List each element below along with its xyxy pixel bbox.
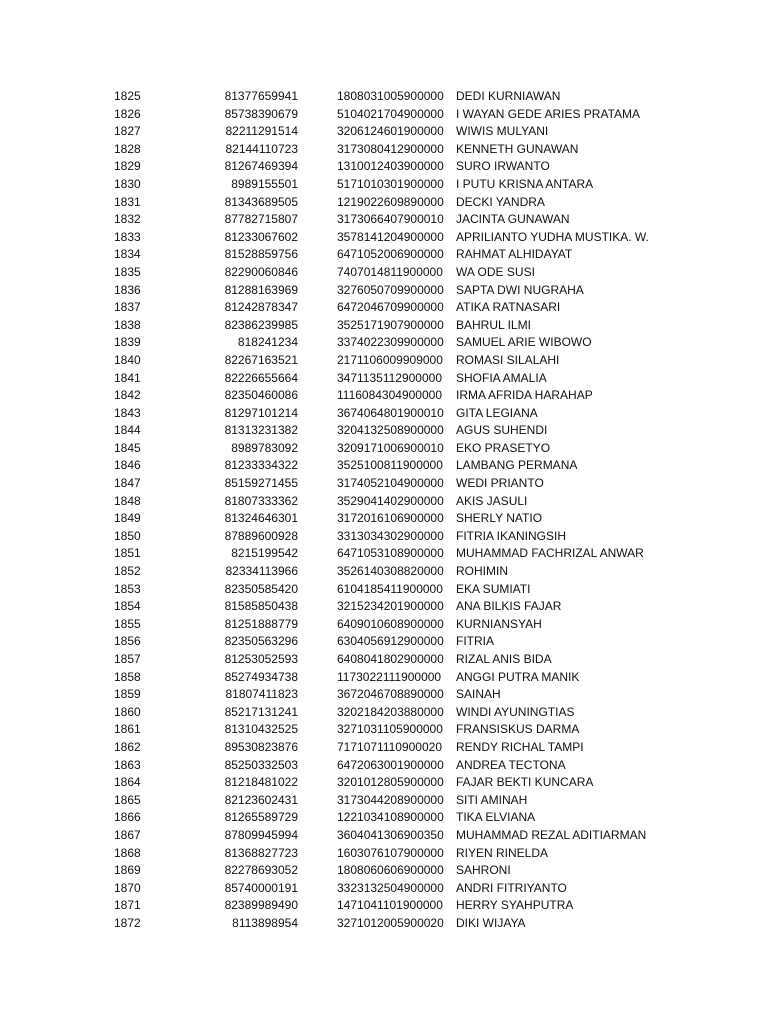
phone-number: 82211291514 xyxy=(225,124,298,139)
phone-number: 82350585420 xyxy=(224,581,298,596)
id-number: 3578141204900000 xyxy=(337,229,444,244)
table-row xyxy=(0,915,768,933)
phone-number: 85250332503 xyxy=(224,757,298,772)
row-number: 1859 xyxy=(114,687,141,702)
id-number: 1173022111900000 xyxy=(337,669,442,684)
phone-number: 81528859756 xyxy=(224,247,298,262)
id-number: 6409010608900000 xyxy=(337,616,444,631)
table-row xyxy=(0,651,768,669)
id-number: 6472063001900000 xyxy=(337,757,444,772)
person-name: SAPTA DWI NUGRAHA xyxy=(456,282,584,297)
phone-number: 85217131241 xyxy=(224,704,298,719)
row-number: 1860 xyxy=(114,704,141,719)
row-number: 1837 xyxy=(114,300,141,315)
id-number: 6471052006900000 xyxy=(337,247,444,262)
row-number: 1830 xyxy=(114,176,141,191)
person-name: KENNETH GUNAWAN xyxy=(456,141,579,156)
id-number: 5104021704900000 xyxy=(337,106,444,121)
id-number: 3674064801900010 xyxy=(337,405,444,420)
row-number: 1832 xyxy=(114,212,141,227)
id-number: 3173066407900010 xyxy=(337,212,444,227)
table-row xyxy=(0,598,768,616)
id-number: 3271031105900000 xyxy=(337,722,443,737)
row-number: 1853 xyxy=(114,581,141,596)
person-name: I PUTU KRISNA ANTARA xyxy=(456,176,594,191)
table-row xyxy=(0,704,768,722)
row-number: 1849 xyxy=(114,511,141,526)
person-name: LAMBANG PERMANA xyxy=(456,458,578,473)
row-number: 1850 xyxy=(114,528,141,543)
row-number: 1863 xyxy=(114,757,141,772)
row-number: 1864 xyxy=(114,775,141,790)
table-row xyxy=(0,616,768,634)
phone-number: 82350460086 xyxy=(224,388,298,403)
person-name: WIWIS MULYANI xyxy=(456,124,549,139)
row-number: 1831 xyxy=(114,194,141,209)
phone-number: 81313231382 xyxy=(224,423,298,438)
row-number: 1852 xyxy=(114,564,141,579)
row-number: 1843 xyxy=(114,405,141,420)
id-number: 7171071110900020 xyxy=(337,739,442,754)
person-name: IRMA AFRIDA HARAHAP xyxy=(456,388,593,403)
table-row xyxy=(0,194,768,212)
row-number: 1827 xyxy=(114,124,141,139)
person-name: SAINAH xyxy=(456,687,501,702)
table-row xyxy=(0,106,768,124)
person-name: DECKI YANDRA xyxy=(456,194,545,209)
phone-number: 85159271455 xyxy=(224,476,298,491)
row-number: 1865 xyxy=(114,792,141,807)
phone-number: 82278693052 xyxy=(224,863,298,878)
phone-number: 81368827723 xyxy=(224,845,298,860)
person-name: WINDI AYUNINGTIAS xyxy=(456,704,575,719)
table-row xyxy=(0,880,768,898)
table-row xyxy=(0,370,768,388)
phone-number: 82226655664 xyxy=(224,370,298,385)
id-number: 3206124601900000 xyxy=(337,124,444,139)
table-row xyxy=(0,774,768,792)
row-number: 1847 xyxy=(114,476,141,491)
table-row xyxy=(0,317,768,335)
phone-number: 82389989490 xyxy=(224,898,298,913)
row-number: 1825 xyxy=(114,89,141,103)
id-number: 3323132504900000 xyxy=(337,880,444,895)
id-number: 1310012403900000 xyxy=(337,159,444,174)
id-number: 1808060606900000 xyxy=(337,863,444,878)
table-row xyxy=(0,299,768,317)
table-row xyxy=(0,669,768,687)
id-number: 3276050709900000 xyxy=(337,282,444,297)
person-name: BAHRUL ILMI xyxy=(456,317,531,332)
id-number: 3271012005900020 xyxy=(337,915,444,930)
row-number: 1851 xyxy=(114,546,141,561)
table-row xyxy=(0,229,768,247)
person-name: SAHRONI xyxy=(456,863,511,878)
table-row xyxy=(0,422,768,440)
table-row xyxy=(0,862,768,880)
table-row xyxy=(0,809,768,827)
id-number: 3204132508900000 xyxy=(337,423,444,438)
person-name: GITA LEGIANA xyxy=(456,405,538,420)
row-number: 1835 xyxy=(114,264,141,279)
id-number: 3526140308820000 xyxy=(337,564,444,579)
person-name: EKA SUMIATI xyxy=(456,581,531,596)
person-name: DEDI KURNIAWAN xyxy=(456,89,561,103)
row-number: 1869 xyxy=(114,863,141,878)
table-row xyxy=(0,545,768,563)
table-row xyxy=(0,158,768,176)
phone-number: 81310432525 xyxy=(224,722,298,737)
row-number: 1834 xyxy=(114,247,141,262)
table-row xyxy=(0,827,768,845)
person-name: SHOFIA AMALIA xyxy=(456,370,547,385)
id-number: 5171010301900000 xyxy=(337,176,444,191)
table-row xyxy=(0,246,768,264)
id-number: 1221034108900000 xyxy=(337,810,444,825)
id-number: 6471053108900000 xyxy=(337,546,444,561)
id-number: 1603076107900000 xyxy=(337,845,444,860)
phone-number: 81251888779 xyxy=(224,616,298,631)
id-number: 6104185411900000 xyxy=(337,581,443,596)
phone-number: 81288163969 xyxy=(224,282,298,297)
table-row xyxy=(0,475,768,493)
row-number: 1854 xyxy=(114,599,141,614)
phone-number: 85740000191 xyxy=(224,880,298,895)
table-row xyxy=(0,581,768,599)
table-row xyxy=(0,493,768,511)
phone-number: 89530823876 xyxy=(224,739,298,754)
id-number: 1808031005900000 xyxy=(337,89,444,103)
person-name: MUHAMMAD REZAL ADITIARMAN xyxy=(456,827,647,842)
phone-number: 81267469394 xyxy=(224,159,298,174)
phone-number: 81242878347 xyxy=(224,300,298,315)
phone-number: 81233067602 xyxy=(224,229,298,244)
id-number: 3525100811900000 xyxy=(337,458,443,473)
phone-number: 8989783092 xyxy=(231,440,298,455)
row-number: 1838 xyxy=(114,317,141,332)
row-number: 1842 xyxy=(114,388,141,403)
phone-number: 87782715807 xyxy=(224,212,298,227)
phone-number: 85738390679 xyxy=(224,106,298,121)
phone-number: 82334113966 xyxy=(225,564,298,579)
id-number: 3173080412900000 xyxy=(337,141,444,156)
data-table xyxy=(0,88,768,933)
phone-number: 81585850438 xyxy=(224,599,298,614)
id-number: 3201012805900000 xyxy=(337,775,444,790)
table-row xyxy=(0,264,768,282)
phone-number: 81265589729 xyxy=(224,810,298,825)
id-number: 6304056912900000 xyxy=(337,634,444,649)
person-name: RENDY RICHAL TAMPI xyxy=(456,739,584,754)
id-number: 3202184203880000 xyxy=(337,704,444,719)
person-name: SHERLY NATIO xyxy=(456,511,543,526)
id-number: 3604041306900350 xyxy=(337,827,444,842)
id-number: 3374022309900000 xyxy=(337,335,444,350)
id-number: 2171106009909000 xyxy=(337,352,443,367)
row-number: 1828 xyxy=(114,141,141,156)
table-row xyxy=(0,211,768,229)
person-name: RAHMAT ALHIDAYAT xyxy=(456,247,573,262)
person-name: APRILIANTO YUDHA MUSTIKA. W. xyxy=(456,229,649,244)
row-number: 1856 xyxy=(114,634,141,649)
row-number: 1846 xyxy=(114,458,141,473)
id-number: 6472046709900000 xyxy=(337,300,444,315)
phone-number: 81807411823 xyxy=(225,687,298,702)
id-number: 3313034302900000 xyxy=(337,528,444,543)
person-name: ANA BILKIS FAJAR xyxy=(456,599,562,614)
row-number: 1826 xyxy=(114,106,141,121)
row-number: 1840 xyxy=(114,352,141,367)
table-row xyxy=(0,845,768,863)
phone-number: 81343689505 xyxy=(224,194,298,209)
phone-number: 81377659941 xyxy=(224,89,298,103)
person-name: FAJAR BEKTI KUNCARA xyxy=(456,775,594,790)
row-number: 1844 xyxy=(114,423,141,438)
table-row xyxy=(0,282,768,300)
table-row xyxy=(0,792,768,810)
person-name: HERRY SYAHPUTRA xyxy=(456,898,574,913)
row-number: 1841 xyxy=(114,370,141,385)
person-name: SITI AMINAH xyxy=(456,792,528,807)
phone-number: 82123602431 xyxy=(224,792,298,807)
phone-number: 82386239985 xyxy=(224,317,298,332)
phone-number: 81297101214 xyxy=(224,405,298,420)
table-row xyxy=(0,352,768,370)
person-name: WEDI PRIANTO xyxy=(456,476,544,491)
table-row xyxy=(0,405,768,423)
table-row xyxy=(0,440,768,458)
id-number: 3209171006900010 xyxy=(337,440,444,455)
id-number: 1116084304900000 xyxy=(337,388,442,403)
id-number: 3529041402900000 xyxy=(337,493,444,508)
phone-number: 81253052593 xyxy=(224,652,298,666)
phone-number: 82350563296 xyxy=(224,634,298,649)
row-number: 1833 xyxy=(114,229,141,244)
row-number: 1839 xyxy=(114,335,141,350)
row-number: 1871 xyxy=(114,898,141,913)
phone-number: 87809945994 xyxy=(224,827,298,842)
table-row xyxy=(0,387,768,405)
id-number: 3174052104900000 xyxy=(337,476,444,491)
person-name: TIKA ELVIANA xyxy=(456,810,536,825)
person-name: SAMUEL ARIE WIBOWO xyxy=(456,335,592,350)
table-row xyxy=(0,176,768,194)
phone-number: 87889600928 xyxy=(224,528,298,543)
person-name: EKO PRASETYO xyxy=(456,440,551,455)
person-name: ROMASI SILALAHI xyxy=(456,352,560,367)
phone-number: 85274934738 xyxy=(224,669,298,684)
id-number: 7407014811900000 xyxy=(337,264,443,279)
table-row xyxy=(0,686,768,704)
table-row xyxy=(0,141,768,159)
table-row xyxy=(0,457,768,475)
person-name: KURNIANSYAH xyxy=(456,616,542,631)
phone-number: 8113898954 xyxy=(232,915,298,930)
id-number: 3215234201900000 xyxy=(337,599,444,614)
phone-number: 81807333362 xyxy=(224,493,298,508)
row-number: 1858 xyxy=(114,669,141,684)
table-row xyxy=(0,88,768,106)
id-number: 6408041802900000 xyxy=(337,652,444,666)
phone-number: 81218481022 xyxy=(224,775,298,790)
row-number: 1861 xyxy=(114,722,141,737)
table-row xyxy=(0,510,768,528)
id-number: 3173044208900000 xyxy=(337,792,444,807)
person-name: ANDREA TECTONA xyxy=(456,757,566,772)
table-row xyxy=(0,739,768,757)
person-name: DIKI WIJAYA xyxy=(456,915,526,930)
person-name: FITRIA IKANINGSIH xyxy=(456,528,567,543)
id-number: 3525171907900000 xyxy=(337,317,444,332)
id-number: 1471041101900000 xyxy=(337,898,443,913)
row-number: 1836 xyxy=(114,282,141,297)
person-name: RIYEN RINELDA xyxy=(456,845,549,860)
person-name: FITRIA xyxy=(456,634,494,649)
row-number: 1829 xyxy=(114,159,141,174)
id-number: 3672046708890000 xyxy=(337,687,444,702)
person-name: WA ODE SUSI xyxy=(456,264,535,279)
row-number: 1862 xyxy=(114,739,141,754)
phone-number: 8989155501 xyxy=(231,176,298,191)
table-row xyxy=(0,633,768,651)
table-row xyxy=(0,721,768,739)
table-row xyxy=(0,897,768,915)
person-name: ROHIMIN xyxy=(456,564,508,579)
table-row xyxy=(0,757,768,775)
person-name: ANGGI PUTRA MANIK xyxy=(456,669,580,684)
person-name: FRANSISKUS DARMA xyxy=(456,722,580,737)
phone-number: 81324646301 xyxy=(224,511,298,526)
person-name: JACINTA GUNAWAN xyxy=(456,212,570,227)
row-number: 1855 xyxy=(114,616,141,631)
row-number: 1848 xyxy=(114,493,141,508)
row-number: 1872 xyxy=(114,915,141,930)
phone-number: 8215199542 xyxy=(231,546,298,561)
row-number: 1866 xyxy=(114,810,141,825)
id-number: 3471135112900000 xyxy=(337,370,442,385)
person-name: I WAYAN GEDE ARIES PRATAMA xyxy=(456,106,641,121)
table-row xyxy=(0,563,768,581)
row-number: 1857 xyxy=(114,652,141,666)
person-name: ANDRI FITRIYANTO xyxy=(456,880,567,895)
table-row xyxy=(0,528,768,546)
phone-number: 81233334322 xyxy=(224,458,298,473)
row-number: 1867 xyxy=(114,827,141,842)
person-name: MUHAMMAD FACHRIZAL ANWAR xyxy=(456,546,644,561)
table-row xyxy=(0,334,768,352)
id-number: 3172016106900000 xyxy=(337,511,444,526)
phone-number: 82290060846 xyxy=(224,264,298,279)
person-name: ATIKA RATNASARI xyxy=(456,300,561,315)
row-number: 1845 xyxy=(114,440,141,455)
person-name: RIZAL ANIS BIDA xyxy=(456,652,552,666)
person-name: AKIS JASULI xyxy=(456,493,528,508)
person-name: SURO IRWANTO xyxy=(456,159,550,174)
id-number: 1219022609890000 xyxy=(337,194,444,209)
row-number: 1870 xyxy=(114,880,141,895)
person-name: AGUS SUHENDI xyxy=(456,423,548,438)
row-number: 1868 xyxy=(114,845,141,860)
phone-number: 82144110723 xyxy=(225,141,298,156)
table-row xyxy=(0,123,768,141)
phone-number: 818241234 xyxy=(237,335,298,350)
phone-number: 82267163521 xyxy=(224,352,298,367)
